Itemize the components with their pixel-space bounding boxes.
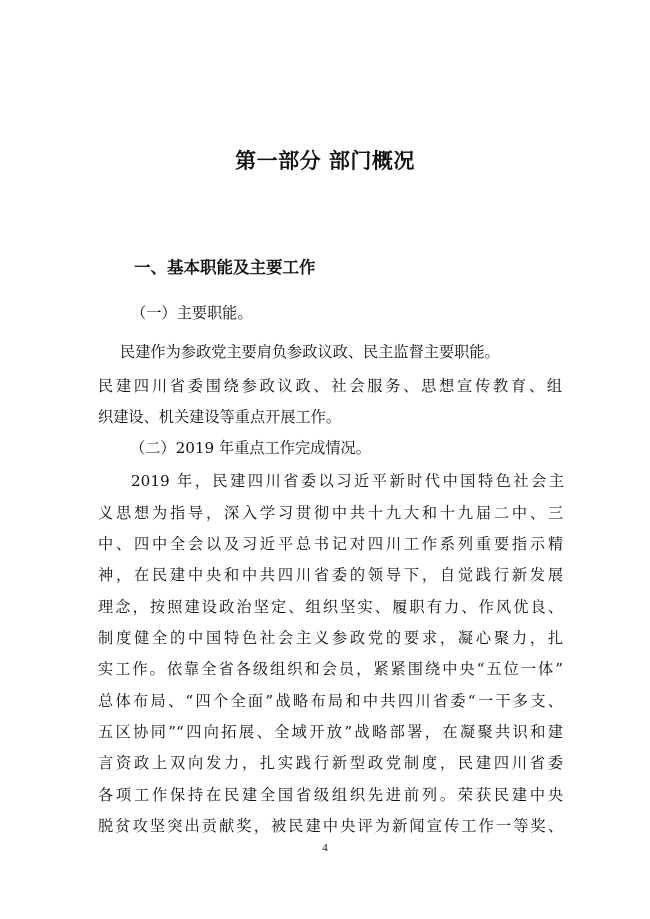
section-heading: 一、基本职能及主要工作 <box>134 258 316 277</box>
page-number: 4 <box>322 842 328 854</box>
paragraph-line: 理念，按照建设政治坚定、组织坚实、履职有力、作风优良、 <box>98 598 563 616</box>
paragraph-line: 神，在民建中央和中共四川省委的领导下，自觉践行新发展 <box>98 566 563 584</box>
paragraph-line: 制度健全的中国特色社会主义参政党的要求，凝心聚力，扎 <box>98 629 563 647</box>
paragraph-line: 各项工作保持在民建全国省级组织先进前列。荣获民建中央 <box>98 786 563 804</box>
paragraph-line: 总体布局、“四个全面”战略布局和中共四川省委“一干多支、 <box>98 692 563 710</box>
sub-heading-functions: （一）主要职能。 <box>131 304 253 322</box>
paragraph-line: 实工作。依靠全省各级组织和会员，紧紧围绕中央“五位一体” <box>98 660 563 678</box>
paragraph-line: 五区协同”“四向拓展、全域开放”战略部署，在凝聚共识和建 <box>98 723 563 741</box>
paragraph-line: 织建设、机关建设等重点开展工作。 <box>98 408 341 426</box>
paragraph-line: 言资政上双向发力，扎实践行新型政党制度，民建四川省委 <box>98 754 563 772</box>
page-title: 第一部分 部门概况 <box>235 149 415 173</box>
paragraph-line: 民建四川省委围绕参政议政、社会服务、思想宣传教育、组 <box>98 377 562 395</box>
paragraph-line: 2019 年，民建四川省委以习近平新时代中国特色社会主 <box>131 472 564 490</box>
paragraph-line: 民建作为参政党主要肩负参政议政、民主监督主要职能。 <box>120 343 500 361</box>
paragraph-line: 中、四中全会以及习近平总书记对四川工作系列重要指示精 <box>98 535 563 553</box>
paragraph-line: 脱贫攻坚突出贡献奖，被民建中央评为新闻宣传工作一等奖、 <box>98 817 563 835</box>
sub-heading-work: （二）2019 年重点工作完成情况。 <box>130 439 371 457</box>
paragraph-line: 义思想为指导，深入学习贯彻中共十九大和十九届二中、三 <box>98 504 563 522</box>
